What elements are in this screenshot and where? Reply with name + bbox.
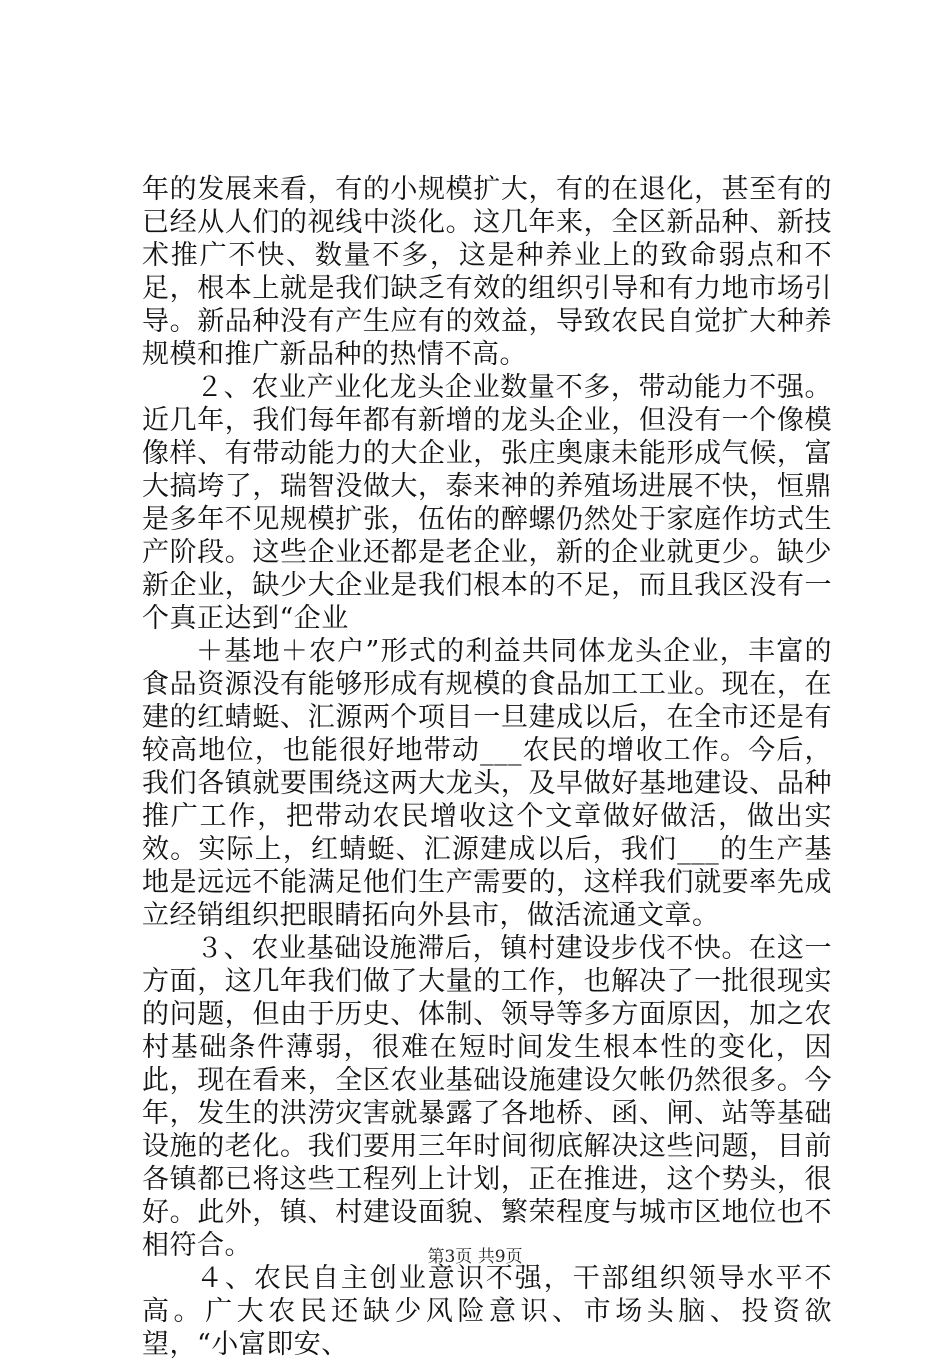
document-body [142, 173, 832, 1361]
paragraph: ２、农业产业化龙头企业数量不多，带动能力不强。近几年，我们每年都有新增的龙头企业，但没有一个像模像样、有带动能力的大企业，张庄奥康未能形成气候，富大搞垮了，瑞智没做大，泰来神的养殖场进展不快，恒鼎是多年不见规模扩张，伍佑的醉螺仍然处于家庭作坊式生产阶段。这些企业还都是老企业，新的企业就更少。缺少新企业，缺少大企业是我们根本的不足，而且我区没有一个真正达到“企业 [142, 372, 832, 634]
paragraph: ４、农民自主创业意识不强，干部组织领导水平不高。广大农民还缺少风险意识、市场头脑、投资欲望，“小富即安、 [142, 1263, 832, 1360]
paragraph: ３、农业基础设施滞后，镇村建设步伐不快。在这一方面，这几年我们做了大量的工作，也解决了一批很现实的问题，但由于历史、体制、领导等多方面原因，加之农村基础条件薄弱，很难在短时间发生根本性的变化，因此，现在看来，全区农业基础设施建设欠帐仍然很多。今年，发生的洪涝灾害就暴露了各地桥、函、闸、站等基础设施的老化。我们要用三年时间彻底解决这些问题，目前各镇都已将这些工程列上计划，正在推进，这个势头，很好。此外，镇、村建设面貌、繁荣程度与城市区地位也不相符合。 [142, 933, 832, 1261]
page-footer: 第3页 共9页 [427, 1247, 523, 1267]
paragraph: ＋基地＋农户”形式的利益共同体龙头企业，丰富的食品资源没有能够形成有规模的食品加工工业。现在，在建的红蜻蜓、汇源两个项目一旦建成以后，在全市还是有较高地位，也能很好地带动___农民的增收工作。今后，我们各镇就要围绕这两大龙头，及早做好基地建设、品种推广工作，把带动农民增收这个文章做好做活，做出实效。实际上，红蜻蜓、汇源建成以后，我们___的生产基地是远远不能满足他们生产需要的，这样我们就要率先成立经销组织把眼睛拓向外县市，做活流通文章。 [142, 636, 832, 931]
paragraph: 年的发展来看，有的小规模扩大，有的在退化，甚至有的已经从人们的视线中淡化。这几年来，全区新品种、新技术推广不快、数量不多，这是种养业上的致命弱点和不足，根本上就是我们缺乏有效的组织引导和有力地市场引导。新品种没有产生应有的效益，导致农民自觉扩大种养规模和推广新品种的热情不高。 [142, 174, 832, 370]
